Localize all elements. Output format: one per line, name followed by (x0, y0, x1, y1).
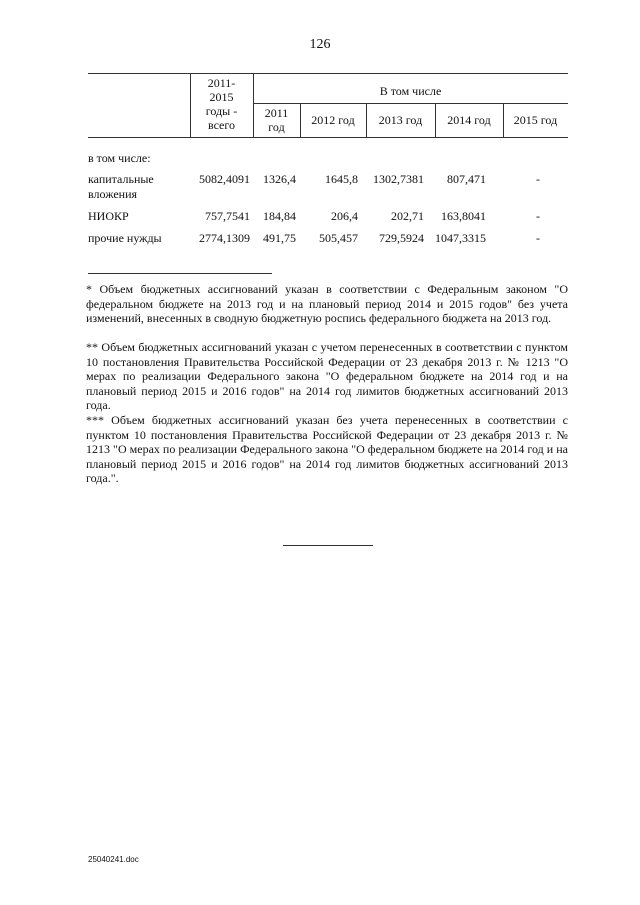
cell-2011: 1326,4 (263, 172, 296, 186)
cell-2012: 206,4 (331, 209, 358, 223)
cell-2015: - (536, 172, 540, 186)
footnote-rule (88, 273, 272, 274)
footnote-3: *** Объем бюджетных ассигнований указан без учета перенесенных в соответствии с пунктом 10 постановления Правительства Российской Федерации от 23 декабря 2013 г. № 1213 "О мерах по реализации Федерального закона "О федеральном бюджете на 2014 год и на плановый период 2015 и 2016 годов" на 2014 год лимитов бюджетных ассигнований 2013 года.". (86, 413, 568, 485)
cell-2014: 1047,3315 (435, 231, 486, 245)
section-label: в том числе: (88, 151, 151, 165)
header-year-2013: 2013 год (378, 113, 423, 127)
cell-2014: 163,8041 (441, 209, 486, 223)
header-year-2014: 2014 год (447, 113, 491, 127)
cell-2013: 202,71 (391, 209, 424, 223)
row-label: прочие нужды (88, 231, 162, 245)
header-group-label: В том числе (379, 84, 442, 98)
header-total-column: 2011- 2015 годы - всего (205, 76, 238, 132)
cell-2013: 1302,7381 (373, 172, 424, 186)
footnote-2: ** Объем бюджетных ассигнований указан с учетом перенесенных в соответствии с пунктом 10 постановления Правительства Российской Федерации от 23 декабря 2013 г. № 1213 "О мерах по реализации Федерального закона "О федеральном бюджете на 2014 год и на плановый период 2015 и 2016 годов" на 2014 год лимитов бюджетных ассигнований 2013 года. (86, 340, 568, 412)
cell-2011: 491,75 (263, 231, 296, 245)
cell-2011: 184,84 (263, 209, 296, 223)
row-label: капитальные вложения (88, 172, 154, 201)
end-rule (283, 545, 373, 546)
document-code: 25040241.doc (88, 855, 139, 864)
header-year-2012: 2012 год (311, 113, 355, 127)
cell-total: 2774,1309 (199, 231, 250, 245)
header-year-2011: 2011 год (264, 106, 289, 134)
header-year-2015: 2015 год (513, 113, 558, 127)
row-label: НИОКР (88, 209, 129, 223)
cell-total: 757,7541 (205, 209, 250, 223)
header-bottom-rule (88, 137, 568, 138)
footnote-1: * Объем бюджетных ассигнований указан в соответствии с Федеральным законом "О федеральном бюджете на 2013 год и на плановый период 2014 и 2015 годов" без учета изменений, внесенных в сводную бюджетную роспись федерального бюджета на 2013 год. (86, 282, 568, 325)
cell-2014: 807,471 (447, 172, 486, 186)
cell-2015: - (536, 231, 540, 245)
header-top-rule (88, 73, 568, 74)
cell-2012: 505,457 (319, 231, 358, 245)
cell-total: 5082,4091 (199, 172, 250, 186)
cell-2015: - (536, 209, 540, 223)
cell-2012: 1645,8 (325, 172, 358, 186)
cell-2013: 729,5924 (379, 231, 424, 245)
page-number: 126 (309, 37, 331, 52)
